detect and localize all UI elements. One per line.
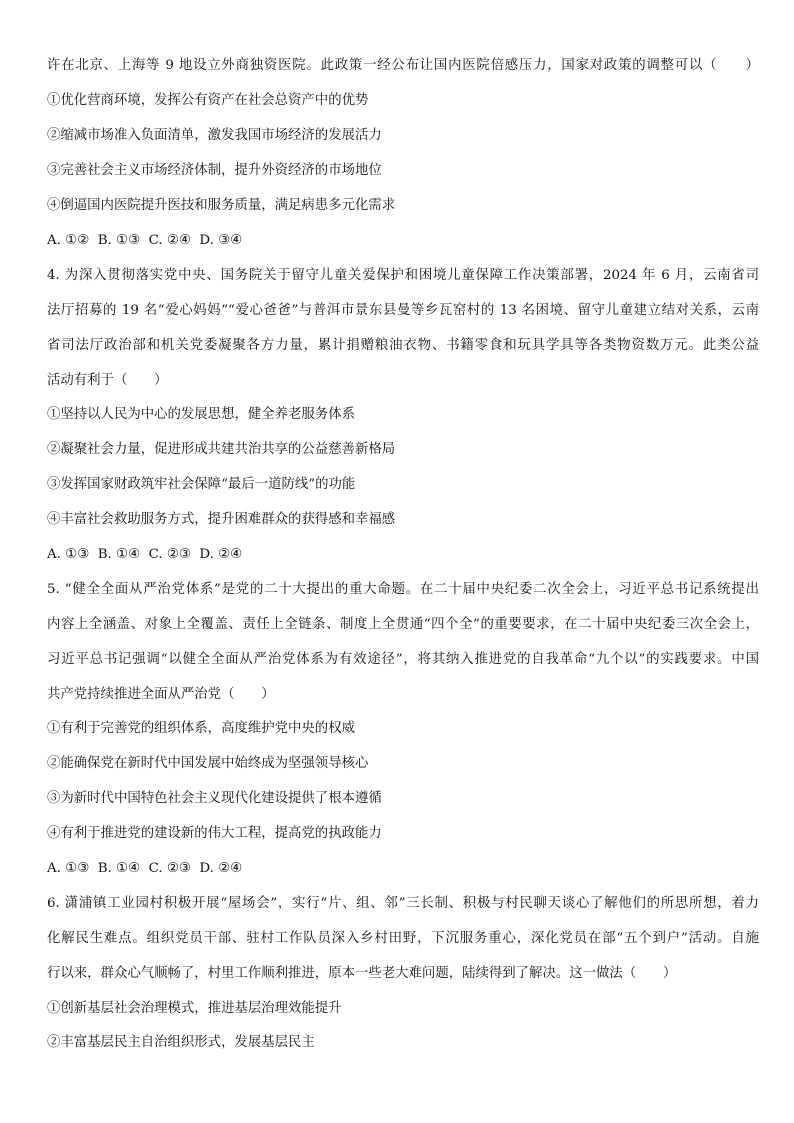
- q4-choices: A. ①③ B. ①④ C. ②③ D. ②④: [47, 547, 243, 562]
- q5-stem-line-3: 习近平总书记强调“以健全全面从严治党体系为有效途径”，将其纳入推进党的自我革命“九个以”的实践要求。中国: [47, 652, 759, 667]
- q3-option-2: ②缩减市场准入负面清单，激发我国市场经济的发展活力: [47, 128, 382, 143]
- q4-stem-line-1: 4. 为深入贯彻落实党中央、国务院关于留守儿童关爱保护和困境儿童保障工作决策部署，2024 年 6 月，云南省司: [47, 268, 759, 283]
- q5-stem-line-4: 共产党持续推进全面从严治党（ ）: [47, 687, 275, 702]
- q5-stem-line-1: 5. “健全全面从严治党体系”是党的二十大提出的重大命题。在二十届中央纪委二次全会上，习近平总书记系统提出: [47, 582, 759, 597]
- q6-option-2: ②丰富基层民主自治组织形式，发展基层民主: [47, 1035, 315, 1050]
- q5-option-4: ④有利于推进党的建设新的伟大工程，提高党的执政能力: [47, 826, 382, 841]
- q4-option-3: ③发挥国家财政筑牢社会保障“最后一道防线”的功能: [47, 477, 356, 492]
- q4-option-4: ④丰富社会救助服务方式，提升困难群众的获得感和幸福感: [47, 512, 396, 527]
- q5-option-1: ①有利于完善党的组织体系，高度维护党中央的权威: [47, 721, 355, 736]
- q4-option-1: ①坚持以人民为中心的发展思想，健全养老服务体系: [47, 407, 355, 422]
- q3-option-1: ①优化营商环境，发挥公有资产在社会总资产中的优势: [47, 93, 369, 108]
- q4-stem-line-2: 法厅招募的 19 名“爱心妈妈”“爱心爸爸”与普洱市景东县曼等乡瓦窑村的 13 名困境、留守儿童建立结对关系，云南: [47, 303, 759, 318]
- q5-option-2: ②能确保党在新时代中国发展中始终成为坚强领导核心: [47, 756, 369, 771]
- q3-choices: A. ①② B. ①③ C. ②④ D. ③④: [47, 233, 243, 248]
- q4-stem-line-3: 省司法厅政治部和机关党委凝聚各方力量，累计捐赠粮油衣物、书籍零食和玩具学具等各类物资数万元。此类公益: [47, 338, 759, 353]
- q4-stem-line-4: 活动有利于（ ）: [47, 373, 168, 388]
- q6-stem-line-1: 6. 潇浦镇工业园村积极开展“屋场会”，实行“片、组、邻”三长制、积极与村民聊天谈心了解他们的所思所想，着力: [47, 896, 759, 911]
- q4-option-2: ②凝聚社会力量，促进形成共建共治共享的公益慈善新格局: [47, 442, 396, 457]
- q5-option-3: ③为新时代中国特色社会主义现代化建设提供了根本遵循: [47, 791, 382, 806]
- q5-choices: A. ①③ B. ①④ C. ②③ D. ②④: [47, 861, 243, 876]
- q3-option-4: ④倒逼国内医院提升医技和服务质量，满足病患多元化需求: [47, 198, 396, 213]
- q3-stem-line-1: 许在北京、上海等 9 地设立外商独资医院。此政策一经公布让国内医院倍感压力，国家对政策的调整可以（ ）: [47, 58, 759, 73]
- q6-stem-line-2: 化解民生难点。组织党员干部、驻村工作队员深入乡村田野，下沉服务重心，深化党员在部“五个到户”活动。自施: [47, 931, 759, 946]
- q6-stem-line-3: 行以来，群众心气顺畅了，村里工作顺利推进，原本一些老大难问题，陆续得到了解决。这一做法（ ）: [47, 966, 677, 981]
- q6-option-1: ①创新基层社会治理模式，推进基层治理效能提升: [47, 1001, 342, 1016]
- q5-stem-line-2: 内容上全涵盖、对象上全覆盖、责任上全链条、制度上全贯通“四个全”的重要要求，在二十届中央纪委三次全会上，: [47, 617, 759, 632]
- q3-option-3: ③完善社会主义市场经济体制，提升外资经济的市场地位: [47, 163, 382, 178]
